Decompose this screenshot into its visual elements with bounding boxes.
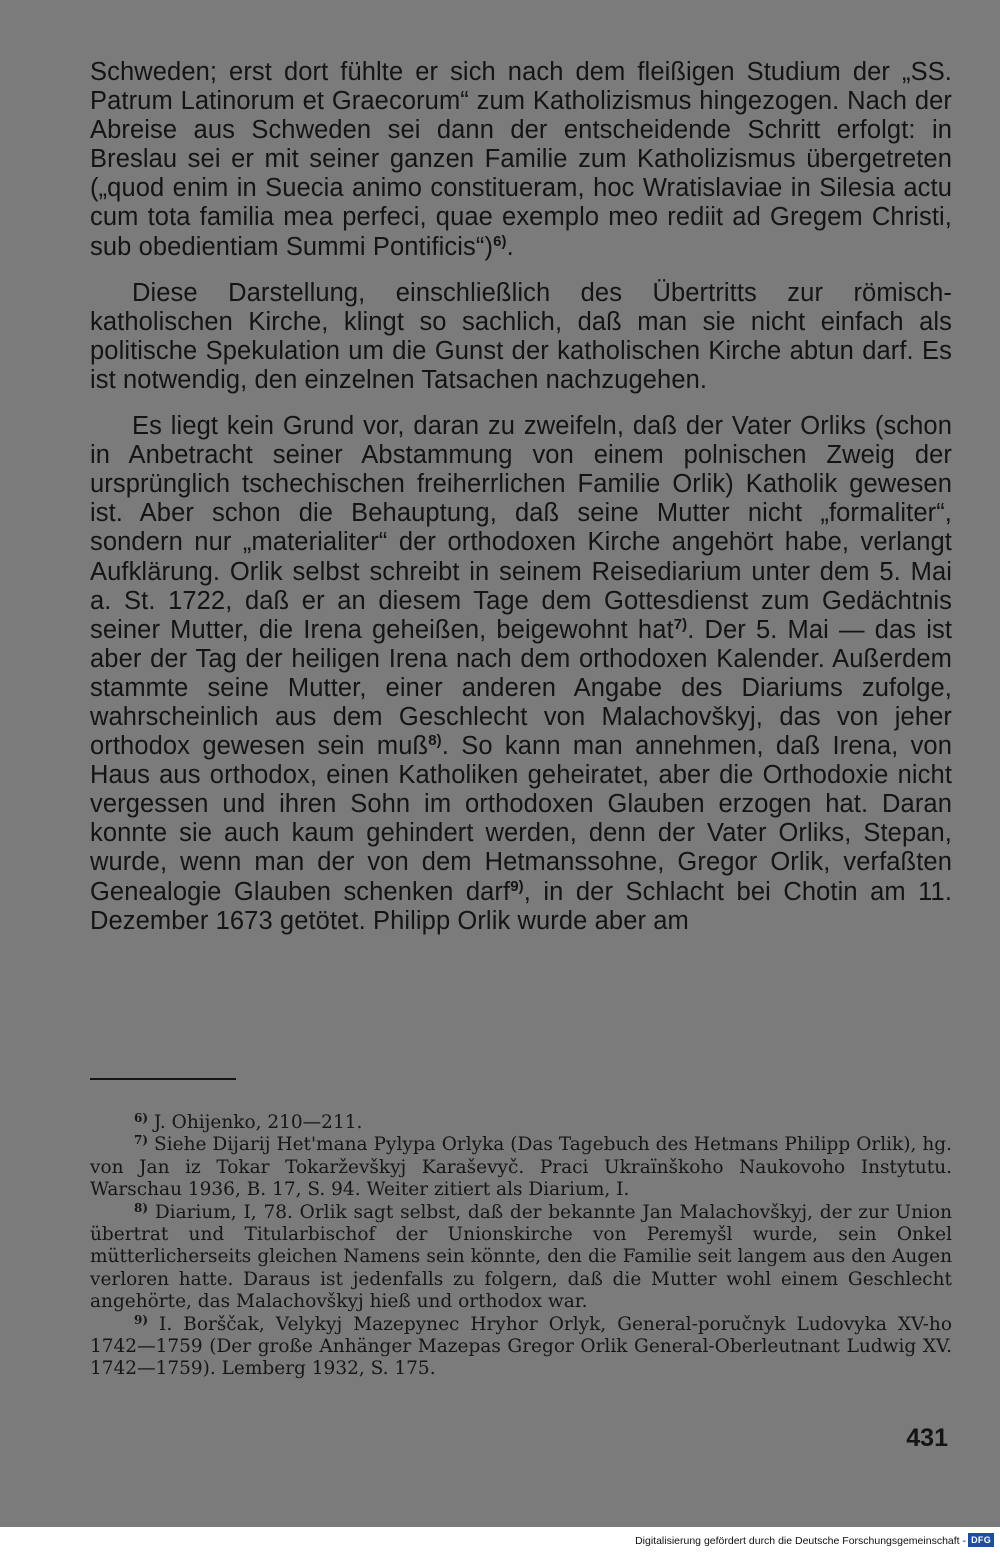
footnotes — [90, 1112, 952, 1381]
footnote-text: I. Borščak, Velykyj Mazepynec Hryhor Orlyk, General-poručnyk Ludovyka XV-ho 1742—1759 (Der große Anhänger Mazepas Gregor Orlik General-Oberleutnant Ludwig XV. 1742—1759). Lemberg 1932, S. 175. — [90, 1313, 952, 1380]
paragraph-3-text-c: . So kann man annehmen, daß Irena, von Haus aus orthodox, einen Katholiken geheiratet, aber die Orthodoxie nicht vergessen und ihren Sohn im orthodoxen Glauben erzogen hat. Daran konnte sie auch kaum gehindert werden, denn der Vater Orliks, Stepan, wurde, wenn man der von dem Hetmanssohne, Gregor Orlik, verfaßten Genealogie Glauben schenken darf — [90, 732, 952, 906]
footnote-mark: 6) — [134, 1111, 149, 1125]
paragraph-3-text-d: , in der Schlacht bei Chotin am 11. Dezember 1673 getötet. Philipp Orlik wurde aber am — [90, 877, 953, 935]
footnote-mark: 9) — [134, 1312, 149, 1327]
footnote-ref-8[interactable]: 8) — [428, 732, 442, 750]
main-text — [90, 58, 952, 953]
footnote-mark: 7) — [134, 1133, 149, 1148]
footnote-text: J. Ohijenko, 210—211. — [148, 1112, 363, 1133]
paragraph-3 — [90, 412, 952, 936]
footnote-ref-7[interactable]: 7) — [673, 615, 688, 633]
footnote-mark: 8) — [134, 1200, 149, 1215]
digitization-credit-bar — [0, 1527, 1000, 1557]
footnote-ref-9[interactable]: 9) — [510, 877, 524, 895]
dfg-logo-icon[interactable]: DFG — [968, 1533, 994, 1547]
paragraph-2: Diese Darstellung, einschließlich des Übertritts zur römisch-katholischen Kirche, klingt so sachlich, daß man sie nicht einfach als politische Spekulation um die Gunst der katholischen Kirche abtun darf. Es ist notwendig, den einzelnen Tatsachen nachzugehen. — [90, 278, 952, 394]
credit-text: Digitalisierung gefördert durch die Deutsche Forschungsgemeinschaft - — [635, 1535, 966, 1547]
footnote-9 — [90, 1314, 952, 1381]
page-number: 431 — [906, 1424, 948, 1452]
paragraph-3-text-a: Es liegt kein Grund vor, daran zu zweifeln, daß der Vater Orliks (schon in Anbetracht seiner Abstammung von einem polnischen Zweig der ursprünglich tschechischen freiherrlichen Familie Orlik) Katholik gewesen ist. Aber schon die Behauptung, daß seine Mutter nicht „formaliter“, sondern nur „materialiter“ der orthodoxen Kirche angehört habe, verlangt Aufklärung. Orlik selbst schreibt in seinem Reisediarium unter dem 5. Mai a. St. 1722, daß er an diesem Tage dem Gottesdienst zum Gedächtnis seiner Mutter, die Irena geheißen, beigewohnt hat — [90, 412, 952, 644]
footnote-6 — [90, 1112, 952, 1134]
footnote-divider — [90, 1078, 236, 1080]
footnote-text: Diarium, I, 78. Orlik sagt selbst, daß der bekannte Jan Malachovškyj, der zur Union übertrat und Titularbischof der Unionskirche von Peremyšl wurde, sein Onkel mütterlicherseits gleichen Namens sein könnte, den die Familie seit langem aus den Augen verloren hatte. Daraus ist jedenfalls zu folgern, daß die Mutter wohl einem Geschlecht angehörte, das Malachovškyj hieß und orthodox war. — [90, 1201, 952, 1313]
footnote-8 — [90, 1202, 952, 1314]
footnote-text: Siehe Dijarij Het'mana Pylypa Orlyka (Das Tagebuch des Hetmans Philipp Orlik), hg. von Jan iz Tokar Tokarževškyj Karaševyč. Praci Ukraïnškoho Naukovoho Instytutu. Warschau 1936, B. 17, S. 94. Weiter zitiert als Diarium, I. — [90, 1134, 952, 1201]
paragraph-1 — [90, 58, 952, 262]
paragraph-1-tail: . — [506, 232, 514, 261]
paragraph-3-text-b: . Der 5. Mai — das ist aber der Tag der heiligen Irena nach dem orthodoxen Kalender. Außerdem stammte seine Mutter, einer anderen Angabe des Diariums zufolge, wahrscheinlich aus dem Geschlecht von Malachovškyj, das von jeher orthodox gewesen sein muß — [90, 615, 952, 761]
footnote-ref-6[interactable]: 6) — [493, 232, 507, 250]
footnote-7 — [90, 1134, 952, 1201]
paragraph-1-text: Schweden; erst dort fühlte er sich nach dem fleißigen Studium der „SS. Patrum Latinorum et Graecorum“ zum Katholizismus hingezogen. Nach der Abreise aus Schweden sei dann der entscheidende Schritt erfolgt: in Breslau sei er mit seiner ganzen Familie zum Katholizismus übergetreten („quod enim in Suecia animo constitueram, hoc Wratislaviae in Silesia actu cum tota familia mea perfeci, quae exemplo meo rediit ad Gregem Christi, sub obedientiam Summi Pontificis“) — [90, 58, 952, 261]
